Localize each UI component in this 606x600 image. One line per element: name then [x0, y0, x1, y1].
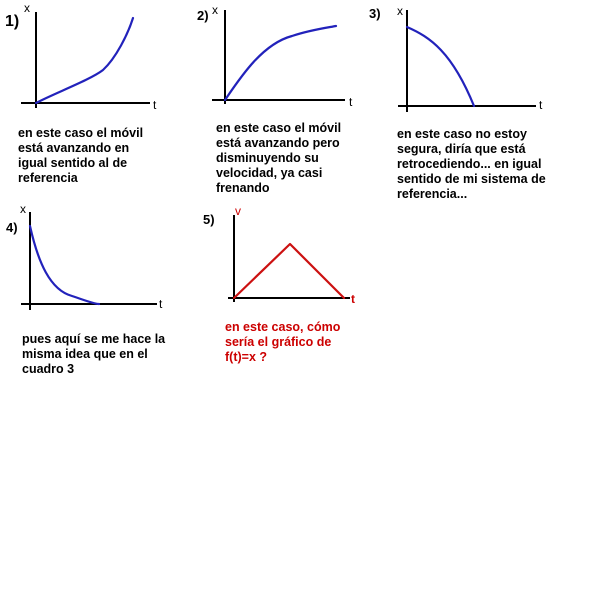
graph-3-curve	[407, 27, 474, 106]
caption-2-line-4: velocidad, ya casi	[216, 166, 323, 180]
caption-1-line-4: referencia	[18, 171, 78, 185]
caption-2-line-1: en este caso el móvil	[216, 121, 342, 135]
caption-2-line-3: disminuyendo su	[216, 151, 319, 165]
graph-4-x-label: t	[159, 297, 163, 311]
caption-graph-3	[397, 127, 546, 202]
graph-2-number: 2)	[197, 8, 209, 23]
graph-4-curve	[30, 226, 99, 304]
caption-3-line-2: segura, diría que está	[397, 142, 526, 156]
caption-graph-4	[22, 332, 165, 377]
graph-1-y-label: x	[24, 1, 30, 15]
caption-3-line-1: en este caso no estoy	[397, 127, 527, 141]
graph-5-x-label: t	[351, 292, 355, 306]
caption-5-line-1: en este caso, cómo	[225, 320, 341, 334]
graph-2-x-label: t	[349, 95, 353, 109]
caption-4-line-3: cuadro 3	[22, 362, 75, 376]
caption-3-line-3: retrocediendo... en igual	[397, 157, 542, 171]
graph-5-curve	[234, 244, 344, 298]
caption-4-line-2: misma idea que en el	[22, 347, 148, 361]
graph-3-number: 3)	[369, 6, 381, 21]
graph-5-number: 5)	[203, 212, 215, 227]
graph-3-y-label: x	[397, 4, 403, 18]
caption-3-line-4: sentido de mi sistema de	[397, 172, 546, 186]
graph-4-y-label: x	[20, 202, 26, 216]
graph-2-curve	[225, 26, 336, 100]
graph-5-y-label: v	[235, 204, 241, 218]
caption-5-line-3: f(t)=x ?	[225, 350, 268, 364]
graph-4-number: 4)	[6, 220, 18, 235]
caption-2-line-5: frenando	[216, 181, 270, 195]
caption-4-line-1: pues aquí se me hace la	[22, 332, 166, 346]
caption-1-line-3: igual sentido al de	[18, 156, 128, 170]
graph-1-number: 1)	[5, 13, 20, 30]
caption-2-line-2: está avanzando pero	[216, 136, 340, 150]
caption-graph-1	[18, 126, 143, 186]
caption-graph-2	[216, 121, 341, 196]
caption-3-line-5: referencia...	[397, 187, 468, 201]
graph-1-curve	[36, 18, 133, 103]
caption-5-line-2: sería el gráfico de	[225, 335, 332, 349]
caption-1-line-1: en este caso el móvil	[18, 126, 144, 140]
graph-3-x-label: t	[539, 98, 543, 112]
caption-1-line-2: está avanzando en	[18, 141, 130, 155]
graph-2-y-label: x	[212, 3, 218, 17]
caption-graph-5	[225, 320, 340, 365]
graph-1-x-label: t	[153, 98, 157, 112]
